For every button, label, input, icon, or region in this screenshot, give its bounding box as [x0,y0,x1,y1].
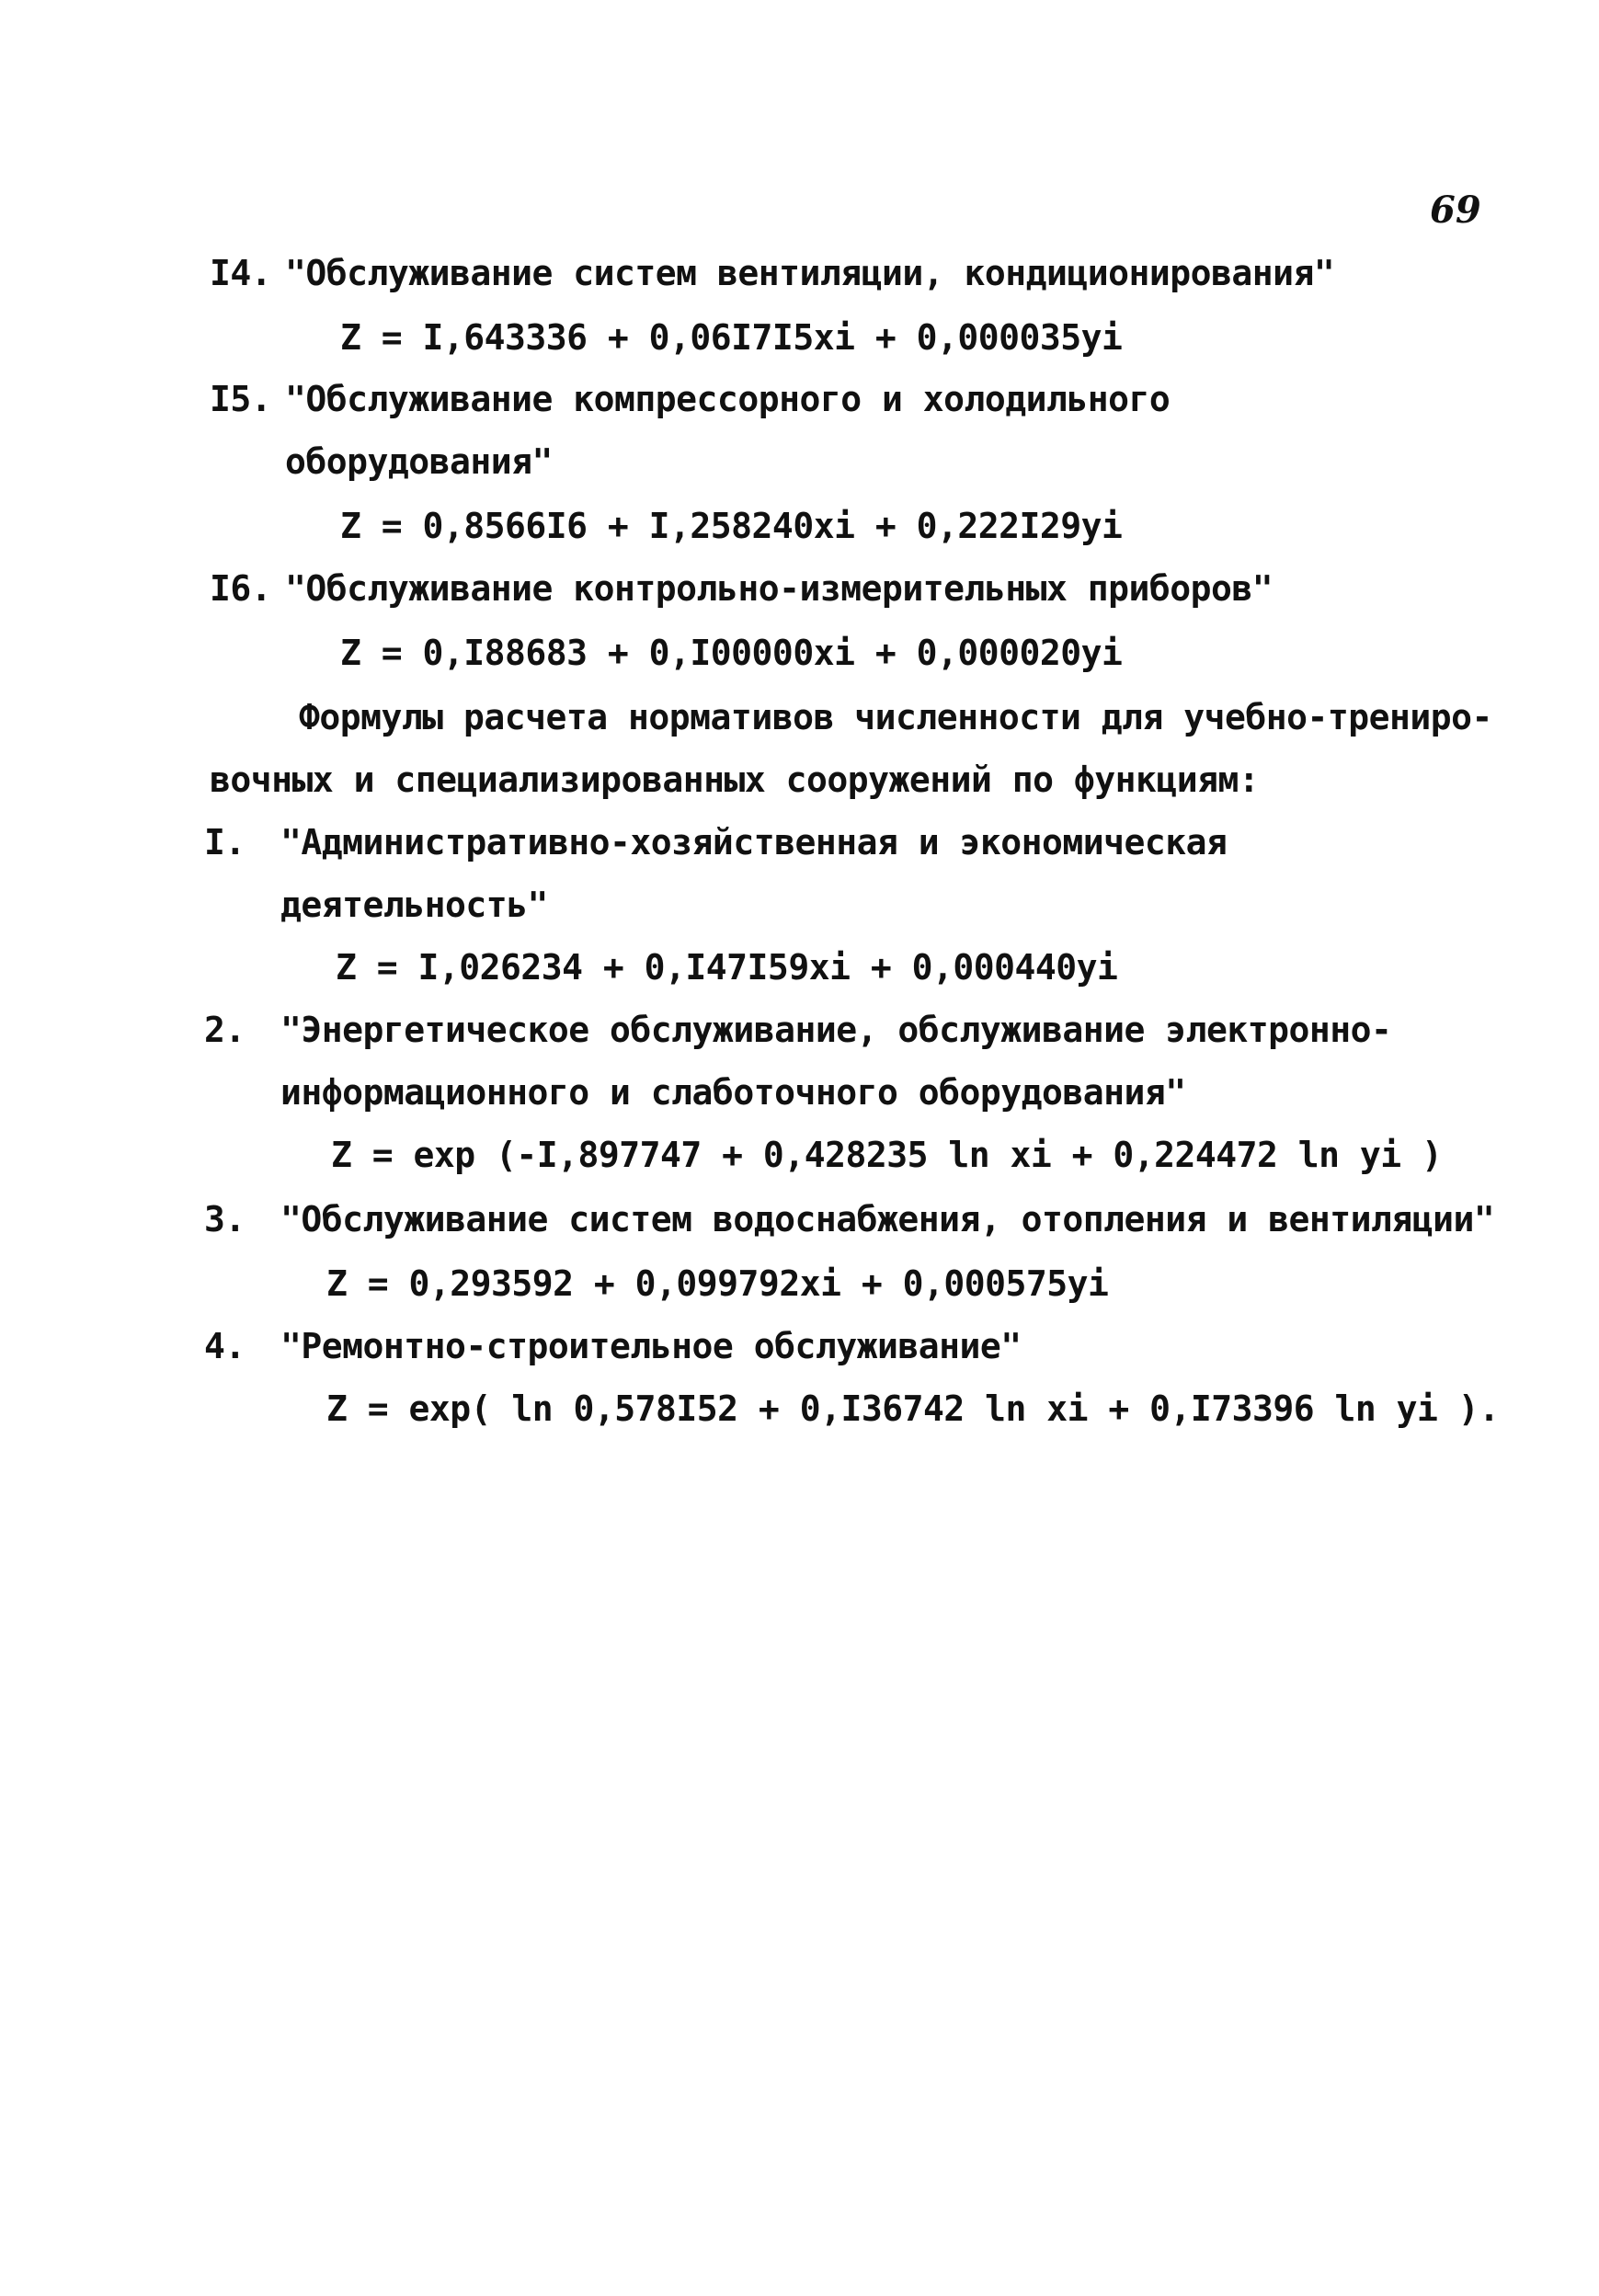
item-15-title-line-1: "Обслуживание компрессорного и холодильного [285,379,1171,419]
item2-1-number: I. [204,822,246,862]
item2-1-formula: Z = I,026234 + 0,I47I59xi + 0,000440yi [336,947,1118,988]
item-15-number: I5. [210,379,272,419]
item-14-formula: Z = I,643336 + 0,06I7I5xi + 0,000035yi [340,317,1123,358]
item-15-title-line-2: оборудования" [285,441,553,482]
item2-4-formula: Z = exp( ln 0,578I52 + 0,I36742 ln xi + 0,I73396 ln yi ). [326,1388,1500,1429]
item2-1-title-line-1: "Административно-хозяйственная и экономическая [280,822,1228,862]
intro-line-2: вочных и специализированных сооружений по функциям: [210,760,1260,800]
item2-2-title-line-2: информационного и слаботочного оборудования" [280,1072,1186,1113]
item2-2-formula: Z = exp (-I,897747 + 0,428235 ln xi + 0,224472 ln yi ) [331,1135,1443,1175]
item-14-number: I4. [210,253,272,293]
item2-4-title: "Ремонтно-строительное обслуживание" [280,1326,1022,1366]
page-number: 69 [1430,188,1481,232]
intro-line-1: Формулы расчета нормативов численности для учебно-трениро- [299,697,1492,737]
item-16-title: "Обслуживание контрольно-измерительных приборов" [285,568,1273,609]
item2-2-title-line-1: "Энергетическое обслуживание, обслуживание электронно- [280,1010,1392,1050]
item2-1-title-line-2: деятельность" [280,885,548,925]
item2-4-number: 4. [204,1326,246,1366]
item-16-formula: Z = 0,I88683 + 0,I00000xi + 0,000020yi [340,633,1123,673]
item2-3-title: "Обслуживание систем водоснабжения, отопления и вентиляции" [280,1199,1495,1239]
item2-3-formula: Z = 0,293592 + 0,099792xi + 0,000575yi [326,1263,1109,1304]
item2-3-number: 3. [204,1199,246,1239]
item-15-formula: Z = 0,8566I6 + I,258240xi + 0,222I29yi [340,506,1123,546]
item-14-title: "Обслуживание систем вентиляции, кондиционирования" [285,253,1335,293]
item-16-number: I6. [210,568,272,609]
item2-2-number: 2. [204,1010,246,1050]
